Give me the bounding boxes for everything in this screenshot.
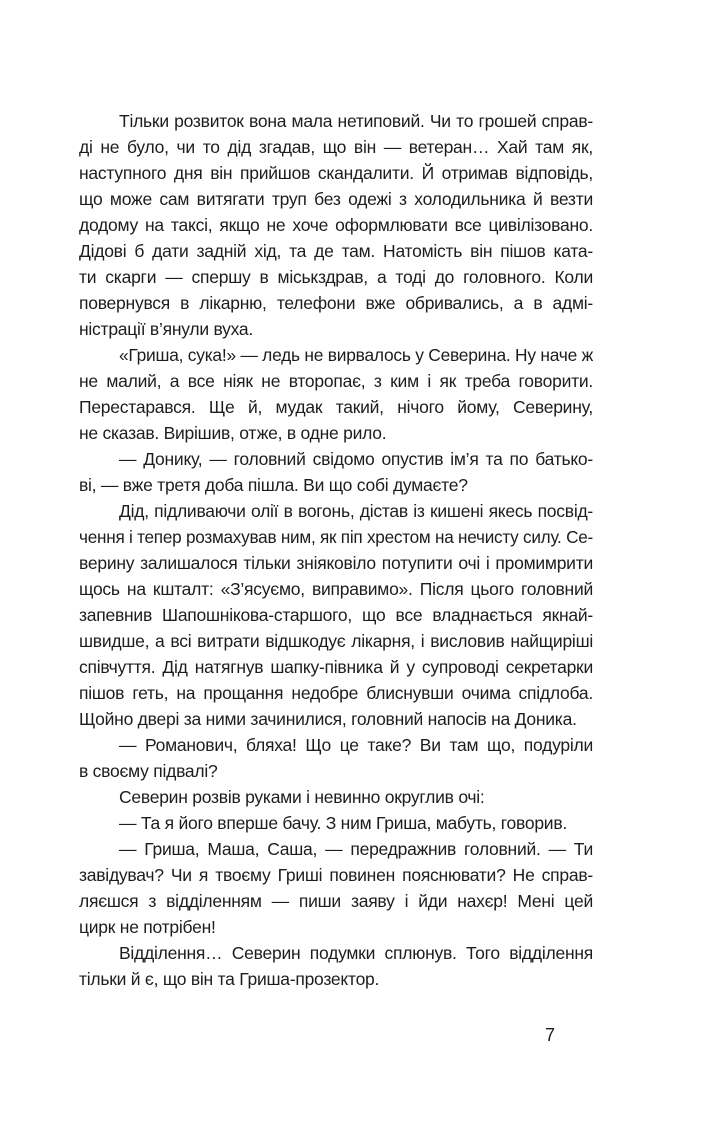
text-line [79,498,593,524]
text-line-content: додому на таксі, якщо не хоче оформлювати все цивілізовано. [79,215,593,235]
text-line-content: ти скарги — спершу в міськздрав, а тоді до головного. Коли [79,267,593,287]
text-line-content: в своєму підвалі? [79,761,218,781]
text-line-content: ві, — вже третя доба пішла. Ви що собі думаєте? [79,475,468,495]
text-line-content: не сказав. Вирішив, отже, в одне рило. [79,423,387,443]
text-line-content: що може сам витягати труп без одежі з холодильника й везти [79,189,593,209]
text-line-content: щось на кшталт: «З’ясуємо, виправимо». Після цього головний [79,579,593,599]
page-number: 7 [545,1025,556,1045]
text-line-content: Дід, підливаючи олії в вогонь, дістав із кишені якесь посвід- [119,501,593,521]
text-line [79,810,593,836]
text-line-content: — Донику, — головний свідомо опустив ім’я та по батько- [119,449,593,469]
text-line-content: чення і тепер розмахував ним, як піп хрестом на нечисту силу. Се- [79,527,593,547]
text-line-content: — Романович, бляха! Що це таке? Ви там що, подуріли [119,735,593,755]
text-line-content: Дідові б дати задній хід, та де там. Натомість він пішов ката- [79,241,593,261]
text-line-content: верину залишалося тільки зніяковіло потупити очі і промимрити [79,553,593,573]
text-line-content: не малий, а все ніяк не второпає, з ким і як треба говорити. [79,371,593,391]
text-line-content: Відділення… Северин подумки сплюнув. Того відділення [119,943,593,963]
text-line [79,680,593,706]
text-line [79,524,593,550]
text-line [79,472,593,498]
text-line [79,758,593,784]
text-line-content: Щойно двері за ними зачинилися, головний напосів на Доника. [79,709,577,729]
text-line-content: Тільки розвиток вона мала нетиповий. Чи то грошей справ- [119,111,593,131]
text-line-content: Северин розвів руками і невинно округлив очі: [119,787,485,807]
text-line [79,654,593,680]
text-line-content: Перестарався. Ще й, мудак такий, нічого йому, Северину, [79,397,593,417]
page-text [79,108,593,992]
text-line [79,550,593,576]
text-line-content: — Гриша, Маша, Саша, — передражнив головний. — Ти [119,839,593,859]
text-line [79,264,593,290]
text-line [79,134,593,160]
text-line-content: тільки й є, що він та Гриша-прозектор. [79,969,380,989]
text-line [79,290,593,316]
text-line-content: — Та я його вперше бачу. З ним Гриша, мабуть, говорив. [119,813,567,833]
text-line-content: ляєшся з відділенням — пиши заяву і йди нахєр! Мені цей [79,891,593,911]
text-line-content: співчуття. Дід натягнув шапку-півника й у супроводі секретарки [79,657,593,677]
text-line-content: повернувся в лікарню, телефони вже обривались, а в адмі- [79,293,593,313]
text-line [79,628,593,654]
text-line [79,914,593,940]
text-line [79,238,593,264]
text-line [79,888,593,914]
text-line [79,706,593,732]
text-line [79,862,593,888]
text-line [79,576,593,602]
text-line [79,732,593,758]
text-line-content: запевнив Шапошнікова-старшого, що все владнається якнай- [79,605,593,625]
text-line-content: ністрації в’янули вуха. [79,319,254,339]
text-line [79,446,593,472]
text-line-content: швидше, а всі витрати відшкодує лікарня, і висловив найщиріші [79,631,593,651]
text-line-content: «Гриша, сука!» — ледь не вирвалось у Северина. Ну наче ж [119,345,593,365]
text-line [79,420,593,446]
text-line [79,602,593,628]
text-line [79,186,593,212]
text-line [79,966,593,992]
text-line [79,342,593,368]
text-line-content: завідувач? Чи я твоєму Гриші повинен пояснювати? Не справ- [79,865,593,885]
text-line [79,394,593,420]
text-line [79,108,593,134]
text-line [79,836,593,862]
text-line-content: наступного дня він прийшов скандалити. Й отримав відповідь, [79,163,593,183]
text-line [79,160,593,186]
text-line [79,368,593,394]
text-line [79,940,593,966]
text-line [79,784,593,810]
text-line-content: цирк не потрібен! [79,917,216,937]
text-line-content: ді не було, чи то дід згадав, що він — ветеран… Хай там як, [79,137,593,157]
text-line [79,316,593,342]
text-line-content: пішов геть, на прощання недобре блиснувши очима спідлоба. [79,683,593,703]
text-line [79,212,593,238]
